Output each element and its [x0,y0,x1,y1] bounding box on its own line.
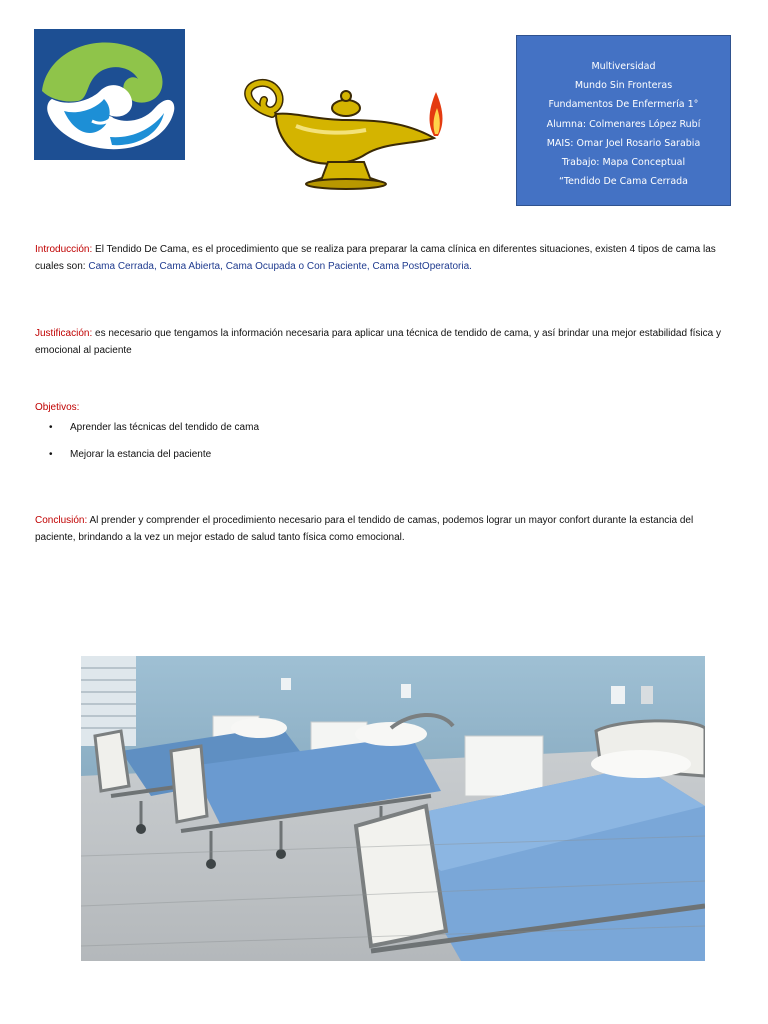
intro-label: Introducción: [35,244,93,255]
info-line-assignment: Trabajo: Mapa Conceptual [561,156,686,168]
oil-lamp-icon [236,78,450,194]
info-line-teacher: MAIS: Omar Joel Rosario Sarabia [546,137,701,149]
separator: , [220,260,226,272]
info-line-topic: “Tendido De Cama Cerrada [558,176,689,188]
info-line-course: Fundamentos De Enfermería 1° [548,99,699,111]
bullet-icon: • [49,449,53,460]
bed-type-open: Cama Abierta [159,260,221,272]
info-line-campus: Mundo Sin Fronteras [574,80,673,92]
justification-text: es necesario que tengamos la información necesaria para aplicar una técnica de tendido de cama, y así brindar una mejor estabilidad física y emocional al paciente [35,328,721,356]
hospital-room-image [81,656,705,961]
bullet-icon: • [49,422,53,433]
separator: , [153,260,160,272]
objective-text: Mejorar la estancia del paciente [70,449,212,460]
intro-paragraph [35,242,735,275]
justification-paragraph [35,326,735,359]
nursing-lamp-image [236,78,450,194]
objectives-heading [35,400,735,417]
list-item [35,420,735,447]
objective-text: Aprender las técnicas del tendido de cama [70,422,260,433]
conclusion-paragraph [35,513,735,546]
objectives-list [35,420,735,474]
period: . [469,260,472,272]
list-item [35,447,735,474]
info-line-institution: Multiversidad [591,61,656,72]
conclusion-label: Conclusión: [35,515,88,526]
separator: , [366,260,373,272]
bed-type-occupied: Cama Ocupada o Con Paciente [225,260,367,272]
wave-logo-icon [34,29,185,160]
info-box [516,35,731,206]
bed-type-postoperative: Cama PostOperatoria [372,260,470,272]
university-logo [34,29,185,160]
bed-type-closed: Cama Cerrada [88,260,154,272]
conclusion-text: Al prender y comprender el procedimiento necesario para el tendido de camas, podemos lograr un mayor confort durante la estancia del paciente, brindando a la vez un mejor estado de salud tanto física como emocional. [35,515,694,543]
hospital-beds-photo [81,656,705,961]
info-line-student: Alumna: Colmenares López Rubí [546,118,701,130]
objectives-label: Objetivos: [35,402,80,413]
justification-label: Justificación: [35,328,93,339]
intro-text: El Tendido De Cama, es el procedimiento que se realiza para preparar la cama clínica en diferentes situaciones, existen 4 tipos de cama las cuales son: [35,244,716,272]
